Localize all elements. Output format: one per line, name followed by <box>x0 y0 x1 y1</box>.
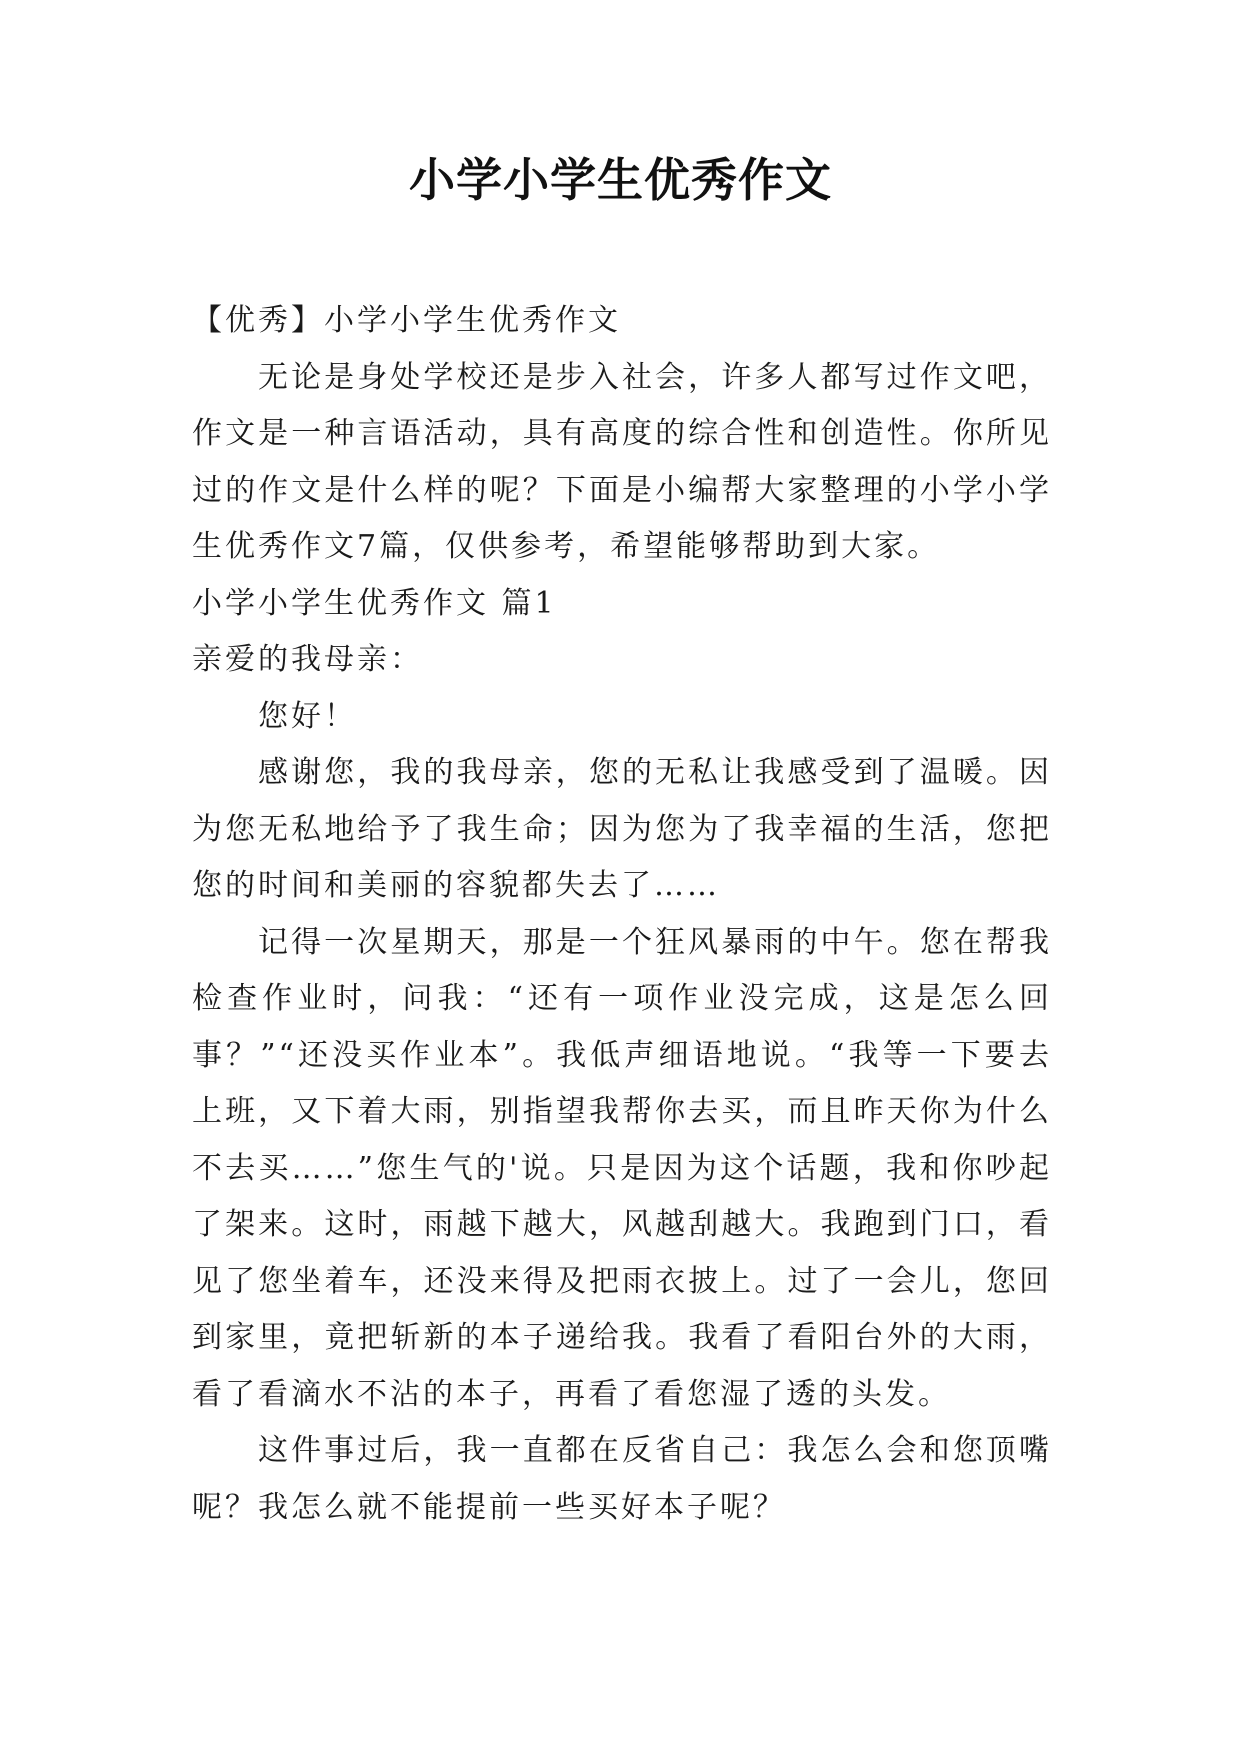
section-heading: 小学小学生优秀作文 篇1 <box>192 585 557 621</box>
paragraph-body: 记得一次星期天，那是一个狂风暴雨的中午。您在帮我检查作业时，问我：“还有一项作业没完成，这是怎么回事？”“还没买作业本”。我低声细语地说。“我等一下要去上班，又下着大雨，别指望我帮你去买，而且昨天你为什么不去买……”您生气的'说。只是因为这个话题，我和你吵起了架来。这时，雨越下越大，风越刮越大。我跑到门口，看见了您坐着车，还没来得及把雨衣披上。过了一会儿，您回到家里，竟把斩新的本子递给我。我看了看阳台外的大雨，看了看滴水不沾的本子，再看了看您湿了透的头发。 <box>192 924 1052 1412</box>
paragraph-intro: 无论是身处学校还是步入社会，许多人都写过作文吧，作文是一种言语活动，具有高度的综合性和创造性。你所见过的作文是什么样的呢？下面是小编帮大家整理的小学小学生优秀作文7篇，仅供参考，希望能够帮助到大家。 <box>192 359 1052 564</box>
letter-greeting: 您好！ <box>258 698 357 734</box>
document-title: 小学小学生优秀作文 <box>409 153 832 207</box>
paragraph-body: 感谢您，我的我母亲，您的无私让我感受到了温暖。因为您无私地给予了我生命；因为您为了我幸福的生活，您把您的时间和美丽的容貌都失去了…… <box>192 755 1052 903</box>
document-body <box>192 293 1052 1536</box>
paragraph-subtitle: 【优秀】小学小学生优秀作文 <box>192 303 621 338</box>
letter-salutation: 亲爱的我母亲： <box>192 642 423 677</box>
paragraph-body: 这件事过后，我一直都在反省自己：我怎么会和您顶嘴呢？我怎么就不能提前一些买好本子呢？ <box>192 1433 1052 1525</box>
